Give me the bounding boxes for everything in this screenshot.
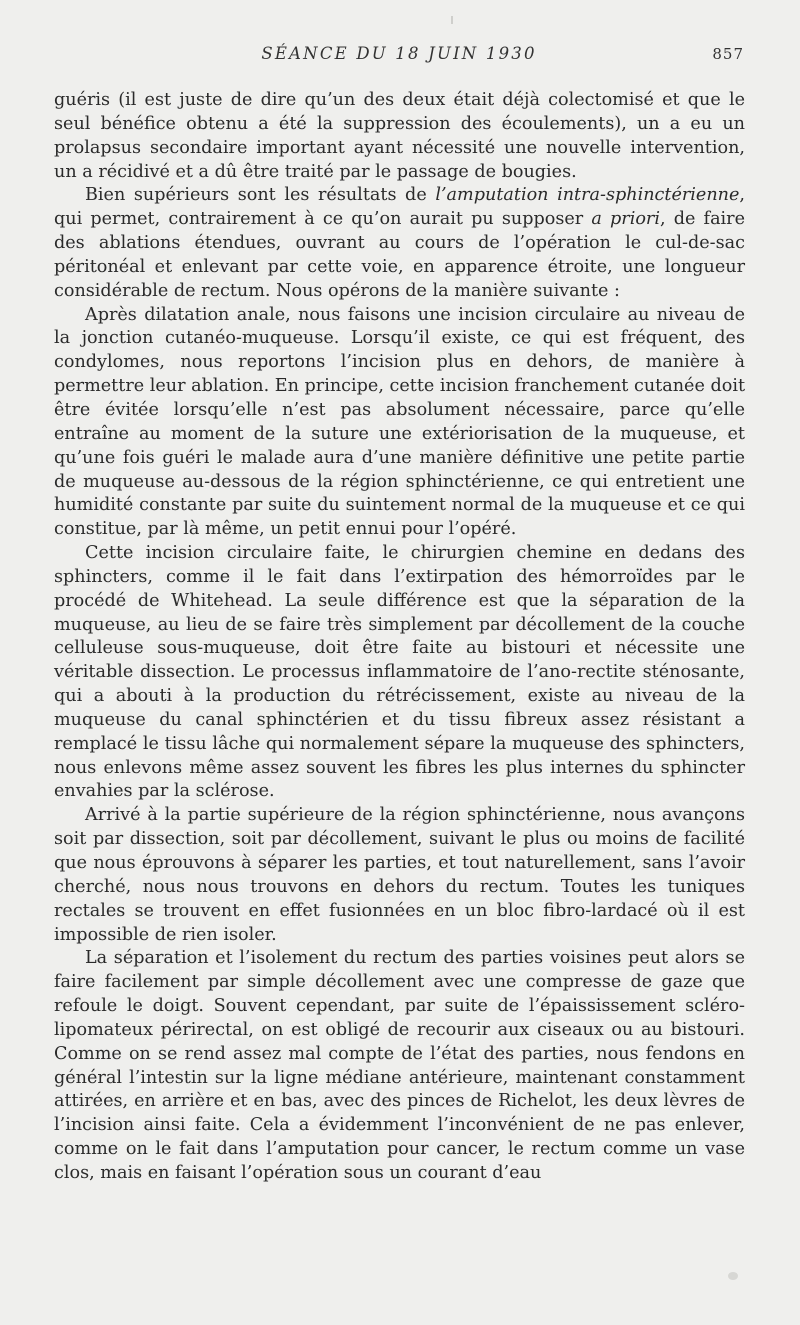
body-text — [54, 89, 745, 1186]
text-run: La séparation et l’isolement du rectum des parties voisines peut alors se faire facilement par simple décollement avec une compresse de gaze que refoule le doigt. Souvent cependant, par suite de l’épaississement scléro-lipomateux périrectal, on est obligé de recourir aux ciseaux ou au bistouri. Comme on se rend assez mal compte de l’état des parties, nous fendons en général l’intestin sur la ligne médiane antérieure, maintenant constamment attirées, en arrière et en bas, avec des pinces de Richelot, les deux lèvres de l’incision ainsi faite. Cela a évidemment l’inconvénient de ne pas enlever, comme on le fait dans l’amputation pour cancer, le rectum comme un vase clos, mais en faisant l’opération sous un courant d’eau — [54, 948, 745, 1183]
page-number: 857 — [712, 45, 744, 63]
text-run: Cette incision circulaire faite, le chirurgien chemine en dedans des sphincters, comme il le fait dans l’extirpation des hémorroïdes par le procédé de Whitehead. La seule différence est que la séparation de la muqueuse, au lieu de se faire très simplement par décollement de la couche celluleuse sous-muqueuse, doit être faite au bistouri et nécessite une véritable dissection. Le processus inflammatoire de l’ano-rectite sténosante, qui a abouti à la production du rétrécissement, existe au niveau de la muqueuse du canal sphinctérien et du tissu fibreux assez résistant a remplacé le tissu lâche qui normalement sépare la muqueuse des sphincters, nous enlevons même assez souvent les fibres les plus internes du sphincter envahies par la sclérose. — [54, 543, 745, 802]
paper-speck — [728, 1272, 738, 1280]
paper-speck — [451, 16, 453, 24]
paragraph — [54, 304, 745, 542]
paragraph — [54, 542, 745, 804]
paragraph — [54, 947, 745, 1185]
paragraph — [54, 89, 745, 184]
page-header — [54, 44, 744, 68]
paragraph — [54, 804, 745, 947]
text-run: , de faire des ablations étendues, ouvrant au cours de l’opération le cul-de-sac péritonéal et enlevant par cette voie, en apparence étroite, une longueur considérable de rectum. Nous opérons de la manière suivante : — [54, 209, 746, 301]
running-head: SÉANCE DU 18 JUIN 1930 — [261, 44, 537, 63]
italic-term: l’amputation intra-sphinctérienne — [435, 185, 740, 206]
text-run: Bien supérieurs sont les résultats de — [85, 185, 436, 206]
text-run: Arrivé à la partie supérieure de la région sphinctérienne, nous avançons soit par dissection, soit par décollement, suivant le plus ou moins de facilité que nous éprouvons à séparer les parties, et tout naturellement, sans l’avoir cherché, nous nous trouvons en dehors du rectum. Toutes les tuniques rectales se trouvent en effet fusionnées en un bloc fibro-lardacé où il est impossible de rien isoler. — [54, 805, 745, 945]
text-run: , qui permet, contrairement à ce qu’on aurait pu supposer — [54, 185, 745, 230]
text-run: Après dilatation anale, nous faisons une incision circulaire au niveau de la jonction cutanéo-muqueuse. Lorsqu’il existe, ce qui est fréquent, des condylomes, nous reportons l’incision plus en dehors, de manière à permettre leur ablation. En principe, cette incision franchement cutanée doit être évitée lorsqu’elle n’est pas absolument nécessaire, parce qu’elle entraîne au moment de la suture une extériorisation de la muqueuse, et qu’une fois guéri le malade aura d’une manière définitive une petite partie de muqueuse au-dessous de la région sphinctérienne, ce qui entretient une humidité constante par suite du suintement normal de la muqueuse et ce qui constitue, par là même, un petit ennui pour l’opéré. — [54, 304, 746, 540]
italic-term: a priori — [591, 209, 660, 230]
paragraph — [54, 184, 745, 303]
text-run: guéris (il est juste de dire qu’un des deux était déjà colectomisé et que le seul bénéfice obtenu a été la suppression des écoulements), un a eu un prolapsus secondaire important ayant nécessité une nouvelle intervention, un a récidivé et a dû être traité par le passage de bougies. — [54, 90, 745, 182]
